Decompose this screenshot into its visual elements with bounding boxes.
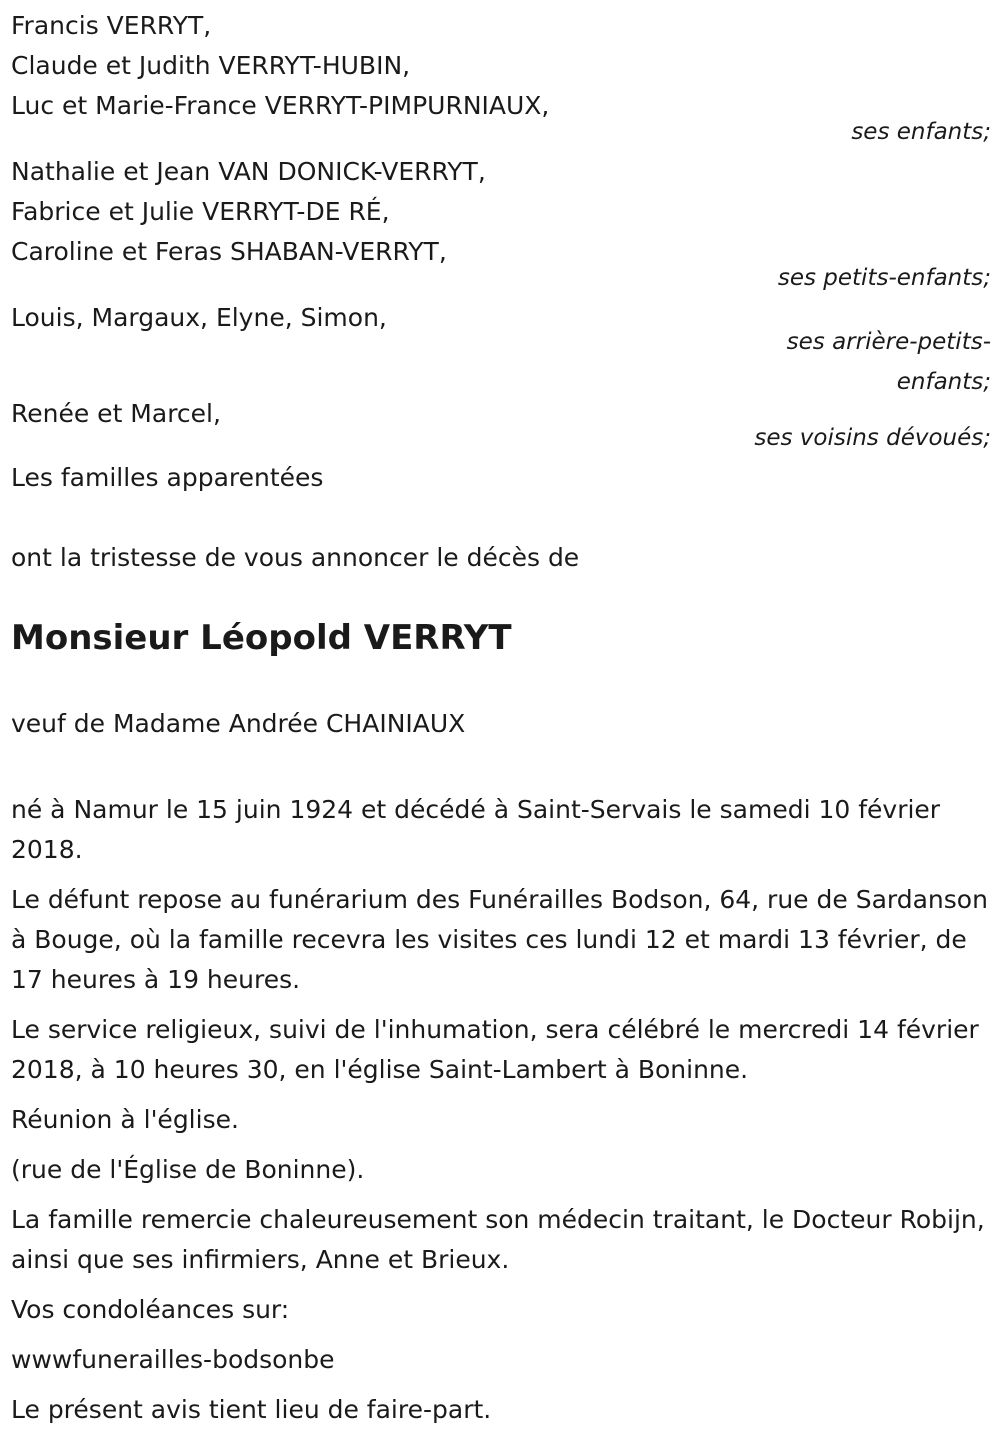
deceased-name: Monsieur Léopold VERRYT [11, 618, 512, 658]
family-line: Luc et Marie-France VERRYT-PIMPURNIAUX, [11, 91, 550, 120]
relation-label: ses petits-enfants; [777, 265, 991, 291]
family-line: Renée et Marcel, [11, 399, 221, 428]
family-line: Louis, Margaux, Elyne, Simon, [11, 303, 387, 332]
relatives-line: Les familles apparentées [11, 463, 324, 492]
family-line: Claude et Judith VERRYT-HUBIN, [11, 51, 411, 80]
relation-label: ses voisins dévoués; [754, 425, 991, 451]
announcement-line: ont la tristesse de vous annoncer le décès de [11, 543, 580, 572]
family-line: Fabrice et Julie VERRYT-DE RÉ, [11, 197, 390, 226]
meeting-paragraph: Réunion à l'église. [11, 1105, 239, 1134]
grandchildren-group [11, 152, 991, 298]
family-line: Francis VERRYT, [11, 11, 212, 40]
family-line: Nathalie et Jean VAN DONICK-VERRYT, [11, 157, 486, 186]
death-notice [11, 0, 991, 1430]
notice-paragraph: Le présent avis tient lieu de faire-part. [11, 1395, 492, 1424]
widower-line: veuf de Madame Andrée CHAINIAUX [11, 709, 466, 738]
thanks-paragraph: La famille remercie chaleureusement son médecin traitant, le Docteur Robijn, ainsi que ses infirmiers, Anne et Brieux. [11, 1205, 985, 1274]
relation-label: ses arrière-petits- [786, 329, 991, 355]
condolences-paragraph: Vos condoléances sur: [11, 1295, 290, 1324]
family-line: Caroline et Feras SHABAN-VERRYT, [11, 237, 447, 266]
relation-label: enfants; [896, 369, 991, 395]
website-link[interactable]: wwwfunerailles-bodsonbe [11, 1345, 335, 1374]
funerarium-paragraph: Le défunt repose au funérarium des Funérailles Bodson, 64, rue de Sardanson à Bouge, où la famille recevra les visites ces lundi 12 et mardi 13 février, de 17 heures à 19 heures. [11, 885, 988, 994]
neighbours-group [11, 394, 991, 458]
service-paragraph: Le service religieux, suivi de l'inhumation, sera célébré le mercredi 14 février 2018, à 10 heures 30, en l'église Saint-Lambert à Boninne. [11, 1015, 979, 1084]
relation-label: ses enfants; [851, 119, 991, 145]
children-group [11, 6, 991, 152]
birth-death-paragraph: né à Namur le 15 juin 1924 et décédé à Saint-Servais le samedi 10 février 2018. [11, 795, 941, 864]
greatgrandchildren-group [11, 298, 991, 402]
address-paragraph: (rue de l'Église de Boninne). [11, 1155, 365, 1184]
